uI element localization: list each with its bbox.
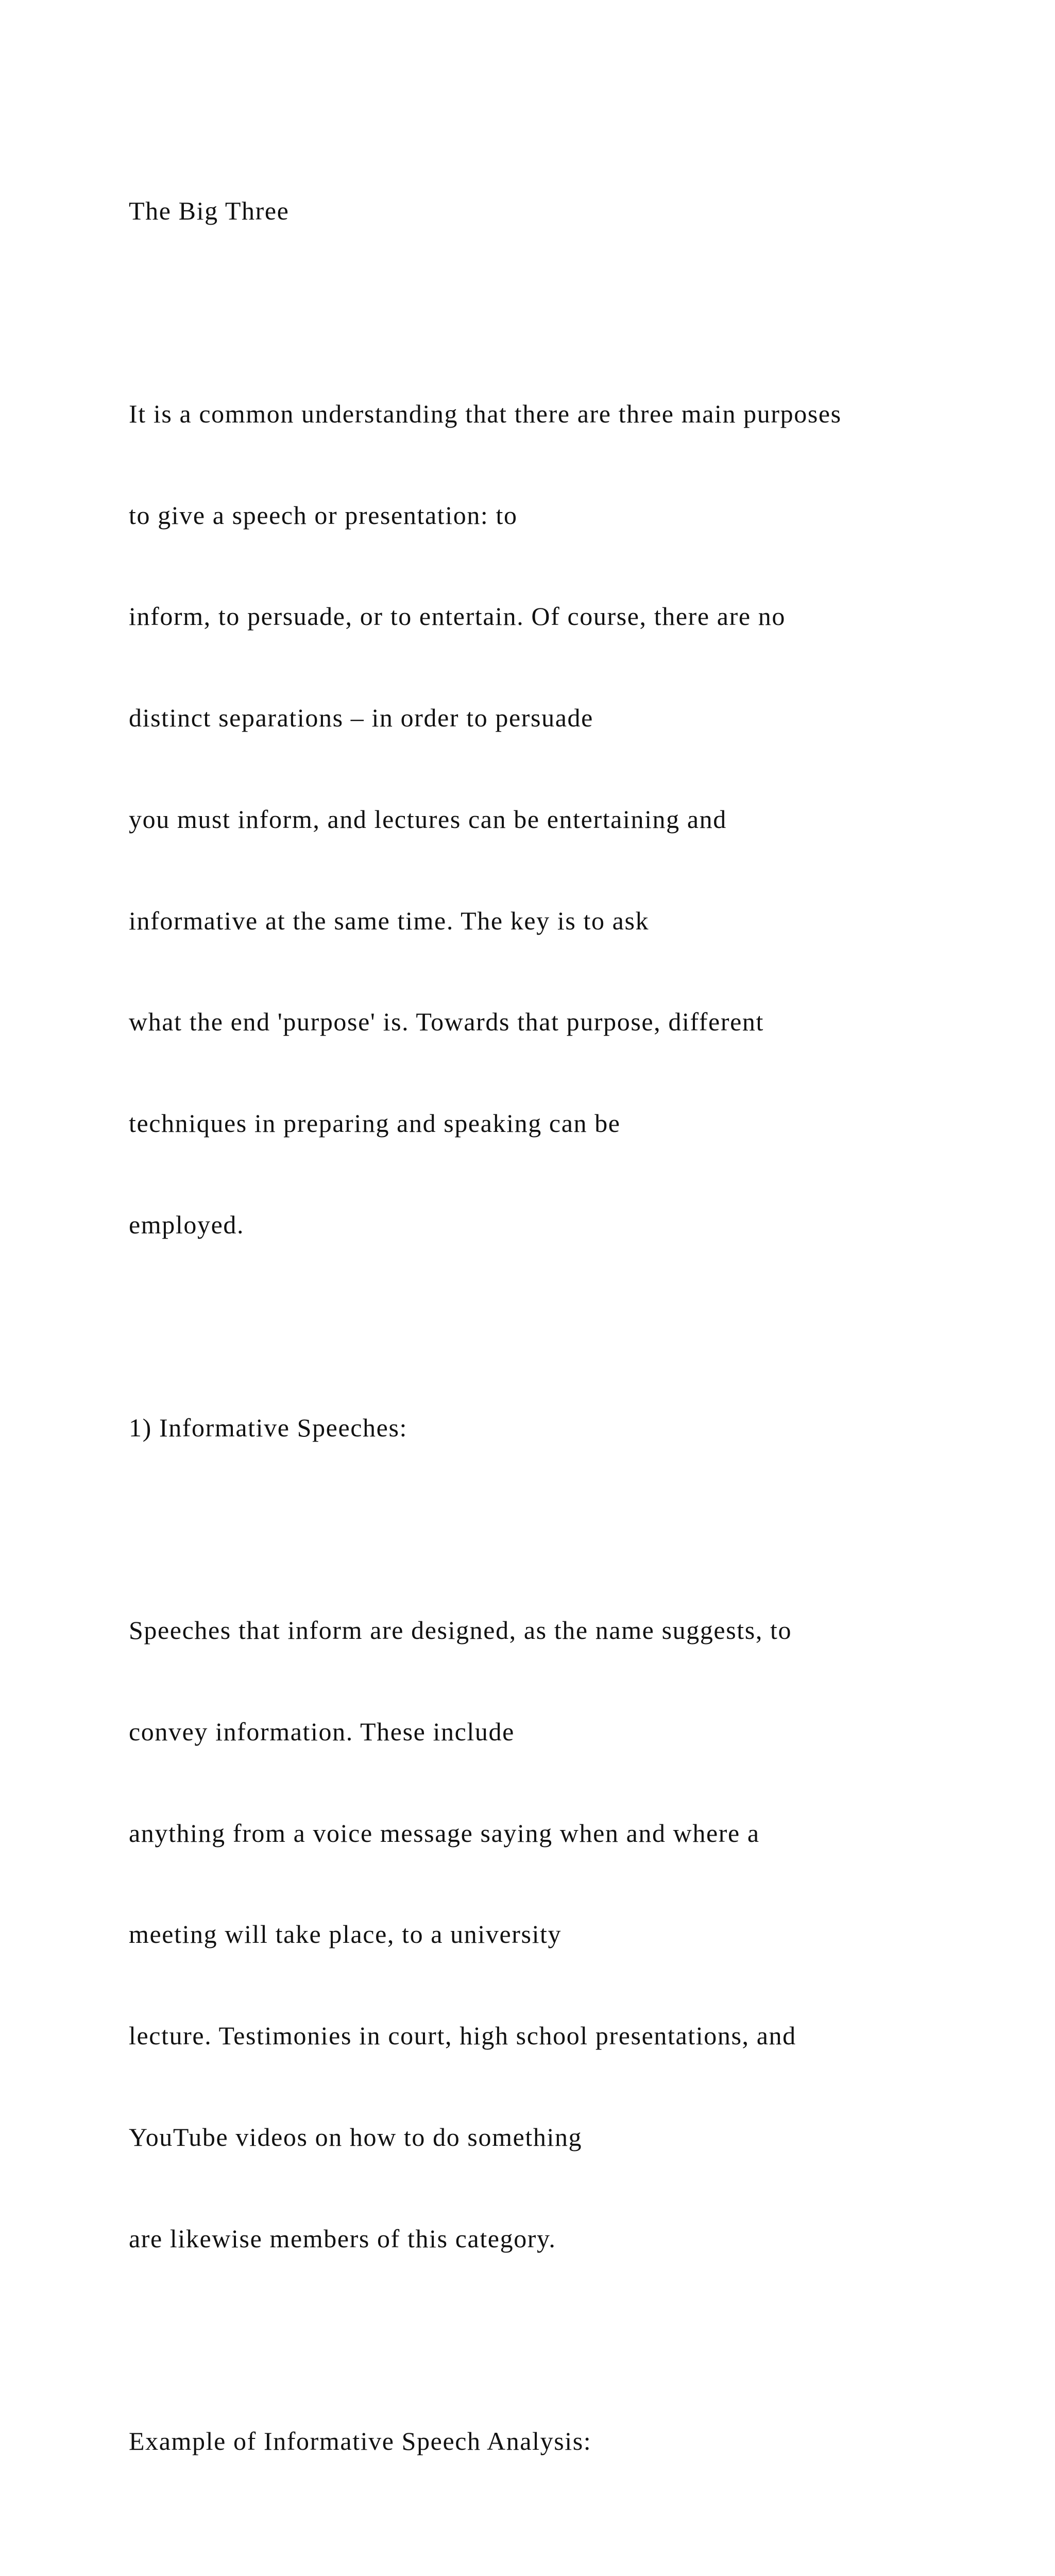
blank-line (129, 296, 994, 330)
blank-line (129, 1310, 994, 1344)
intro-line: techniques in preparing and speaking can be (129, 1109, 621, 1138)
intro-line: employed. (129, 1210, 245, 1239)
blank-line (129, 1512, 994, 1546)
section-body-line: Speeches that inform are designed, as the name suggests, to (129, 1616, 792, 1645)
section-heading: 1) Informative Speeches: (129, 1413, 407, 1442)
intro-line: inform, to persuade, or to entertain. Of course, there are no (129, 602, 786, 631)
blank-line (129, 2324, 994, 2358)
section-body-line: convey information. These include (129, 1717, 515, 1746)
section-body-line: are likewise members of this category. (129, 2224, 556, 2253)
document-body (129, 127, 994, 2576)
intro-line: informative at the same time. The key is to ask (129, 906, 650, 935)
intro-line: It is a common understanding that there are three main purposes (129, 399, 842, 428)
section-body-line: meeting will take place, to a university (129, 1920, 562, 1949)
section-body-line: lecture. Testimonies in court, high school presentations, and (129, 2021, 796, 2050)
intro-line: distinct separations – in order to persuade (129, 703, 593, 733)
intro-line: you must inform, and lectures can be entertaining and (129, 804, 727, 834)
document-title: The Big Three (129, 196, 290, 226)
section-body-line: anything from a voice message saying when and where a (129, 1818, 760, 1848)
intro-line: what the end 'purpose' is. Towards that purpose, different (129, 1007, 764, 1037)
intro-line: to give a speech or presentation: to (129, 500, 518, 530)
section-body-line: YouTube videos on how to do something (129, 2123, 583, 2152)
blank-line (129, 2526, 994, 2560)
example-heading: Example of Informative Speech Analysis: (129, 2427, 592, 2456)
